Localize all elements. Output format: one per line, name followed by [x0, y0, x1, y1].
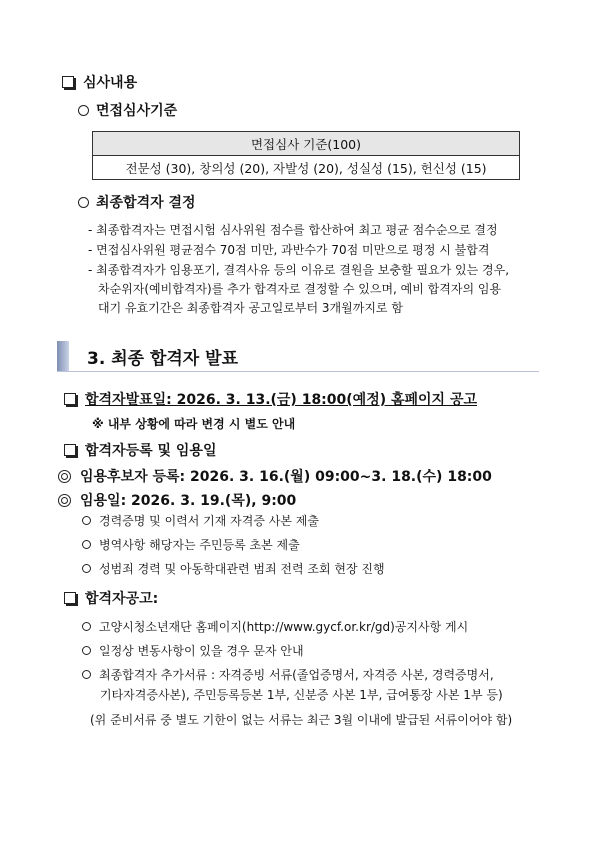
circle-bullet-icon: [82, 622, 91, 631]
circle-bullet-icon: [82, 516, 91, 525]
section3-header: [57, 341, 539, 372]
notice-heading: [64, 588, 158, 608]
notice-item-text: 고양시청소년재단 홈페이지(http://www.gycf.or.kr/gd)공지사항 게시: [99, 620, 469, 634]
notice-footnote: (위 준비서류 중 별도 기한이 없는 서류는 최근 3월 이내에 발급된 서류이어야 함): [90, 713, 513, 727]
circle-bullet-icon: [82, 540, 91, 549]
announce-line-text: 합격자발표일: 2026. 3. 13.(금) 18:00(예정) 홈페이지 공고: [85, 392, 478, 408]
circle-bullet-icon: [82, 670, 91, 679]
final-decision-item: - 최종합격자는 면접시험 심사위원 점수를 합산하여 최고 평균 점수순으로 결정: [88, 223, 498, 237]
notice-item: [82, 618, 468, 635]
appointment-item-text: 성범죄 경력 및 아동학대관련 범죄 전력 조회 현장 진행: [99, 562, 385, 576]
notice-item: [82, 666, 494, 683]
double-circle-icon: [58, 470, 71, 483]
appointment-item: [82, 560, 385, 577]
table-header-cell: 면접심사 기준(100): [93, 132, 520, 156]
circle-bullet-icon: [78, 197, 89, 208]
checkbox-square-icon: [64, 444, 76, 456]
registration-heading-text: 합격자등록 및 임용일: [85, 443, 217, 459]
candidate-registration-text: 임용후보자 등록: 2026. 3. 16.(월) 09:00~3. 18.(수) 18:00: [80, 469, 492, 485]
review-heading-text: 심사내용: [83, 75, 138, 91]
table-header-row: [93, 132, 520, 156]
final-decision-item-cont: 차순위자(예비합격자)를 추가 합격자로 결정할 수 있으며, 예비 합격자의 임용: [98, 282, 502, 296]
announce-line: [64, 389, 477, 409]
circle-bullet-icon: [82, 646, 91, 655]
notice-item-text: 일정상 변동사항이 있을 경우 문자 안내: [99, 644, 304, 658]
final-decision-item: - 면접심사위원 평균점수 70점 미만, 과반수가 70점 미만으로 평정 시 불합격: [88, 243, 490, 257]
section-bar-decoration: [57, 341, 69, 371]
appointment-item: [82, 536, 300, 553]
appointment-item-text: 병역사항 해당자는 주민등록 초본 제출: [99, 538, 300, 552]
appointment-date-text: 임용일: 2026. 3. 19.(목), 9:00: [80, 493, 297, 509]
appointment-item-text: 경력증명 및 이력서 기재 자격증 사본 제출: [99, 514, 319, 528]
circle-bullet-icon: [82, 564, 91, 573]
circle-bullet-icon: [78, 105, 89, 116]
final-decision-item: - 최종합격자가 임용포기, 결격사유 등의 이유로 결원을 보충할 필요가 있는 경우,: [88, 263, 510, 277]
notice-item: [82, 642, 304, 659]
section3-title: 3. 최종 합격자 발표: [87, 349, 238, 369]
checkbox-square-icon: [62, 76, 74, 88]
appointment-date: [58, 490, 296, 510]
checkbox-square-icon: [64, 592, 76, 604]
notice-item-cont: 기타자격증사본), 주민등록등본 1부, 신분증 사본 1부, 급여통장 사본 1부 등): [100, 688, 503, 702]
interview-criteria-heading: [78, 100, 177, 120]
final-decision-item-cont: 대기 유효기간은 최종합격자 공고일로부터 3개월까지로 함: [98, 301, 403, 315]
announce-note: ※ 내부 상황에 따라 변경 시 별도 안내: [92, 417, 296, 431]
appointment-item: [82, 512, 319, 529]
review-heading: [62, 72, 137, 92]
candidate-registration: [58, 466, 492, 486]
registration-heading: [64, 440, 216, 460]
notice-item-text: 최종합격자 추가서류 : 자격증빙 서류(졸업증명서, 자격증 사본, 경력증명서,: [99, 668, 494, 682]
interview-criteria-heading-text: 면접심사기준: [96, 103, 178, 119]
table-row: [93, 156, 520, 180]
table-cell: 전문성 (30), 창의성 (20), 자발성 (20), 성실성 (15), 헌신성 (15): [93, 156, 520, 180]
interview-criteria-table: [92, 131, 520, 180]
double-circle-icon: [58, 494, 71, 507]
final-decision-heading-text: 최종합격자 결정: [96, 195, 196, 211]
checkbox-square-icon: [64, 393, 76, 405]
notice-heading-text: 합격자공고:: [85, 591, 159, 607]
final-decision-heading: [78, 192, 196, 212]
